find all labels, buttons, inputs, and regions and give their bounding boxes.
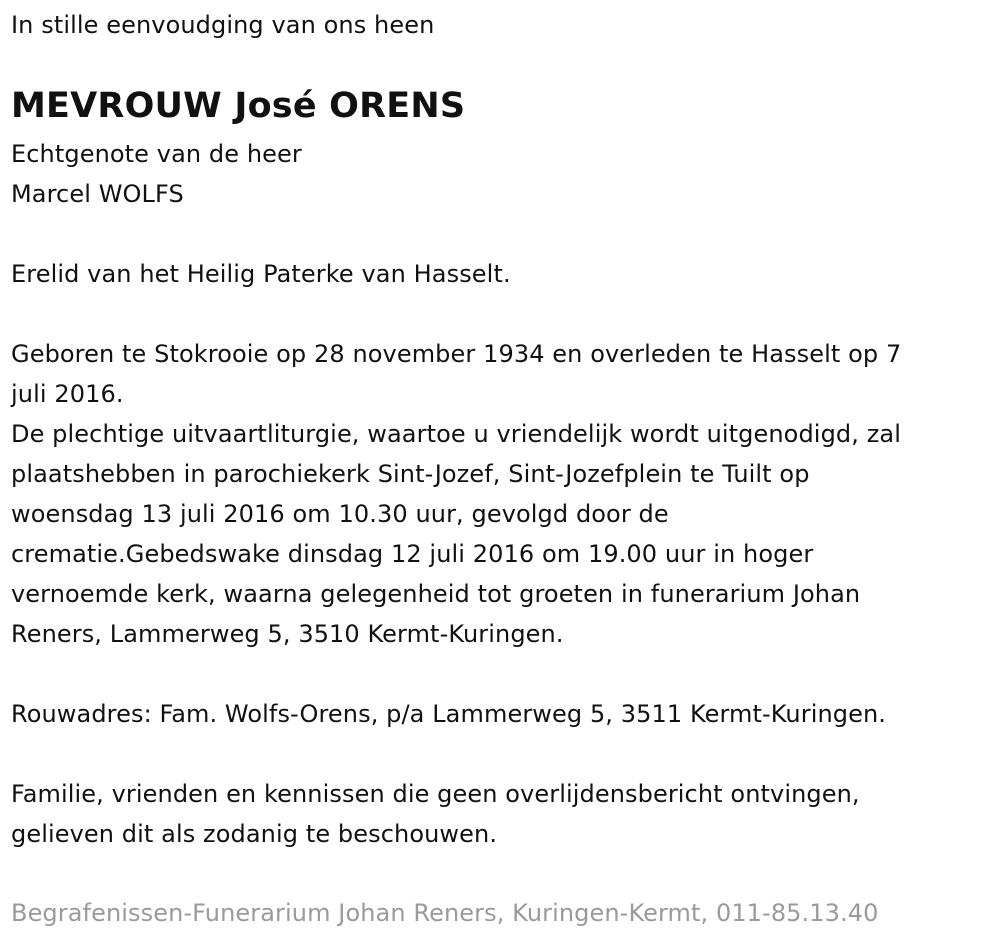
details-line: Reners, Lammerweg 5, 3510 Kermt-Kuringen. bbox=[11, 620, 564, 648]
honor-text: Erelid van het Heilig Paterke van Hasselt. bbox=[11, 260, 511, 288]
notice-line: Familie, vrienden en kennissen die geen overlijdensbericht ontvingen, bbox=[11, 780, 860, 808]
spouse-line: Marcel WOLFS bbox=[11, 180, 184, 208]
funeral-home-footer: Begrafenissen-Funerarium Johan Reners, Kuringen-Kermt, 011-85.13.40 bbox=[11, 899, 879, 927]
details-line: vernoemde kerk, waarna gelegenheid tot groeten in funerarium Johan bbox=[11, 580, 861, 608]
details-line: plaatshebben in parochiekerk Sint-Jozef, Sint-Jozefplein te Tuilt op bbox=[11, 460, 810, 488]
intro-text: In stille eenvoudging van ons heen bbox=[11, 11, 435, 39]
details-line: Geboren te Stokrooie op 28 november 1934 en overleden te Hasselt op 7 bbox=[11, 340, 902, 368]
mourning-address: Rouwadres: Fam. Wolfs-Orens, p/a Lammerweg 5, 3511 Kermt-Kuringen. bbox=[11, 700, 887, 728]
notice-block bbox=[11, 774, 860, 854]
address-block bbox=[11, 694, 886, 734]
honor-block bbox=[11, 254, 511, 294]
details-line: woensdag 13 juli 2016 om 10.30 uur, gevolgd door de bbox=[11, 500, 669, 528]
notice-line: gelieven dit als zodanig te beschouwen. bbox=[11, 820, 498, 848]
details-line: crematie.Gebedswake dinsdag 12 juli 2016 om 19.00 uur in hoger bbox=[11, 540, 814, 568]
deceased-name: MEVROUW José ORENS bbox=[11, 86, 466, 126]
details-paragraph bbox=[11, 334, 901, 654]
details-line: juli 2016. bbox=[11, 380, 124, 408]
spouse-block bbox=[11, 134, 302, 214]
spouse-line: Echtgenote van de heer bbox=[11, 140, 302, 168]
details-line: De plechtige uitvaartliturgie, waartoe u vriendelijk wordt uitgenodigd, zal bbox=[11, 420, 901, 448]
